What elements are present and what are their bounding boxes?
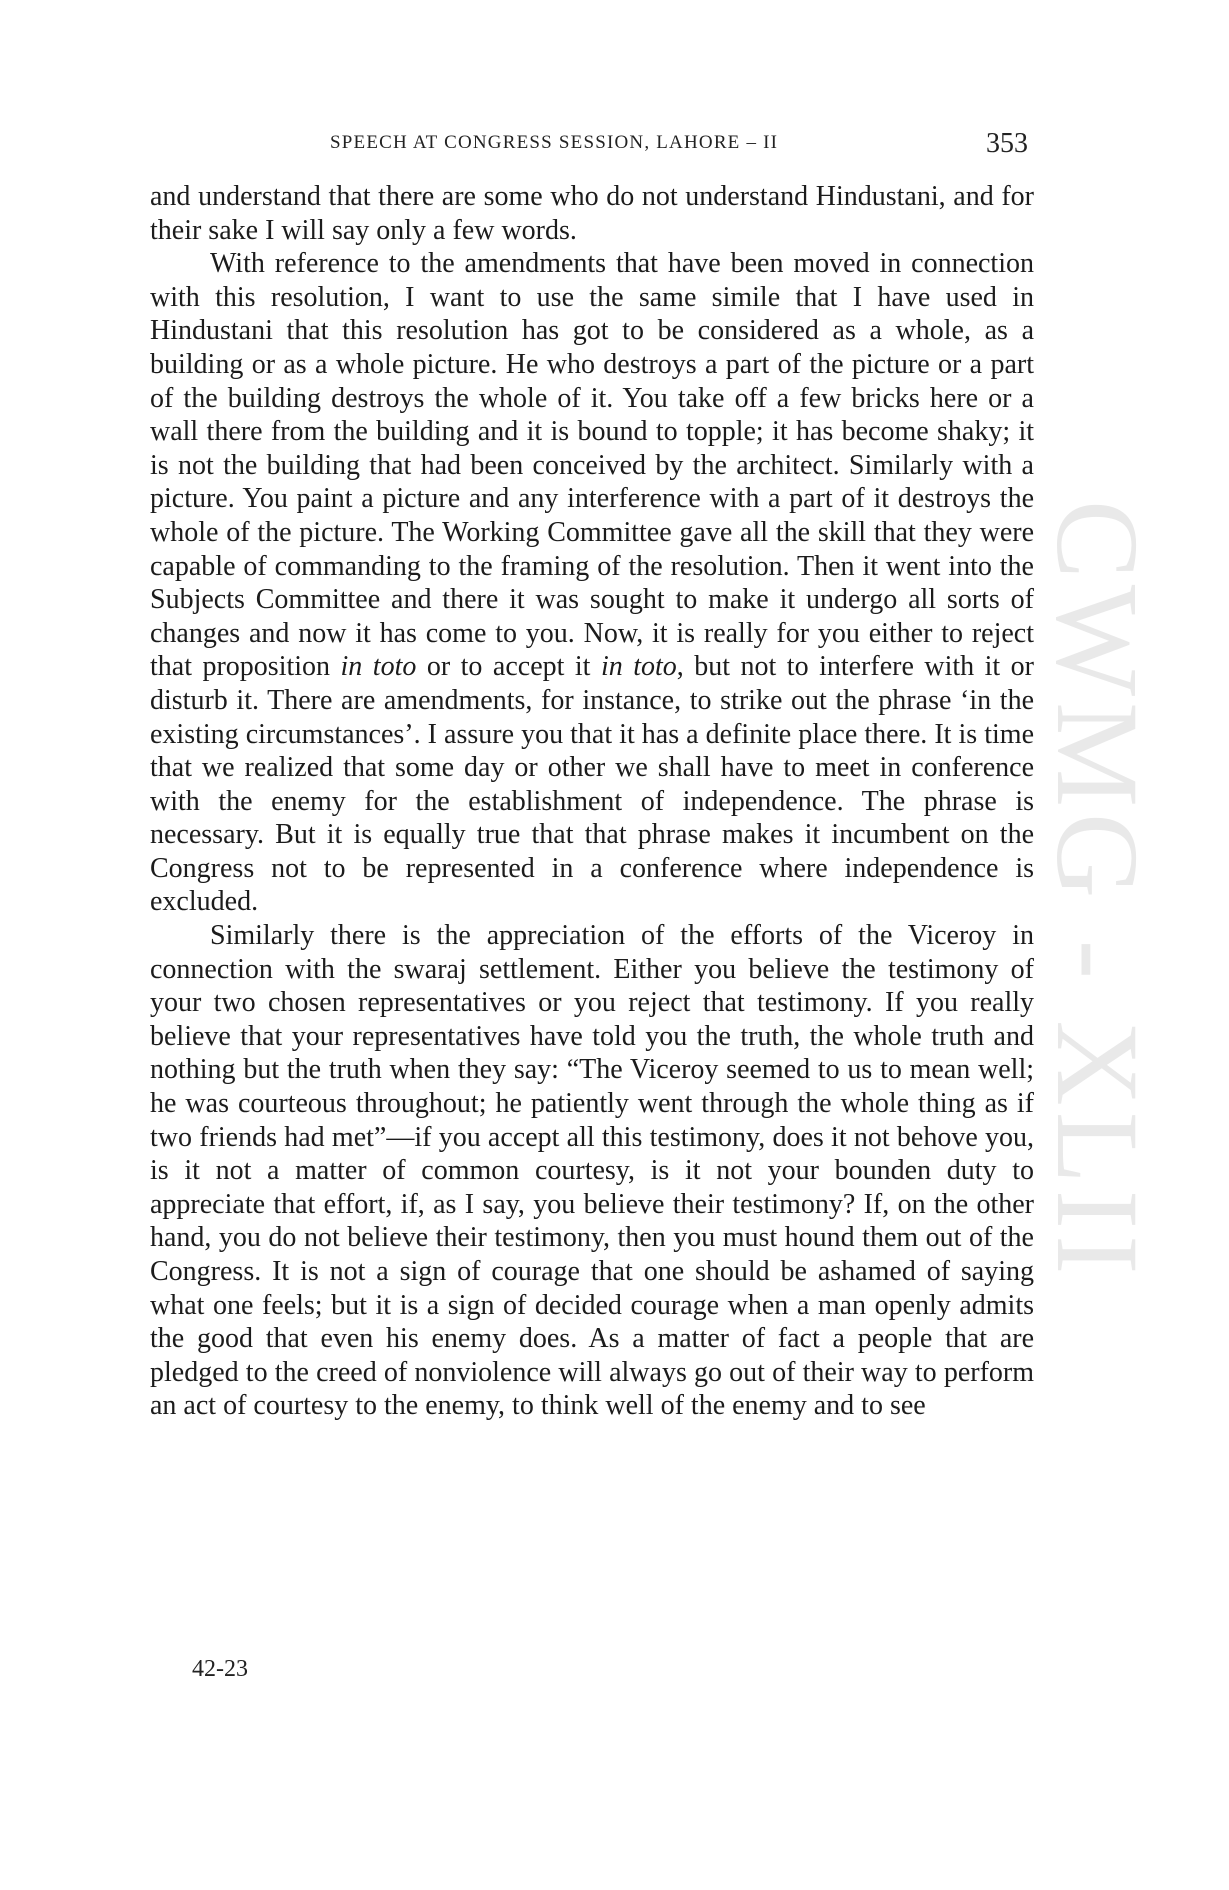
paragraph (150, 180, 1034, 247)
italic-phrase: in toto (600, 651, 677, 683)
running-head: SPEECH AT CONGRESS SESSION, LAHORE – II (330, 132, 779, 153)
text-run: With reference to the amendments that have been moved in connection with this resolution, I want to use the same simile that I have used in Hindustani that this resolution has got to be considered as a whole, as a building or as a whole picture. He who destroys a part of the picture or a part of the building destroys the whole of it. You take off a few bricks here or a wall there from the building and it is bound to topple; it has become shaky; it is not the building that had been conceived by the architect. Similarly with a picture. You paint a picture and any interference with a part of it destroys the whole of the picture. The Working Committee gave all the skill that they were capable of commanding to the framing of the resolution. Then it went into the Subjects Committee and there it was sought to make it undergo all sorts of changes and now it has come to you. Now, it is really for you either to reject that proposition (150, 248, 1034, 683)
text-run: , but not to interfere with it or disturb it. There are amendments, for instance, to strike out the phrase ‘in the existing circumstances’. I assure you that it has a definite place there. It is time that we realized that some day or other we shall have to meet in conference with the enemy for the establishment of independence. The phrase is necessary. But it is equally true that that phrase makes it incumbent on the Congress not to be represented in a conference where independence is excluded. (150, 651, 1034, 918)
text-run: and understand that there are some who do not understand Hindustani, and for their sake I will say only a few words. (150, 181, 1034, 246)
italic-phrase: in toto (340, 651, 417, 683)
paragraph (150, 247, 1034, 919)
body-text (150, 180, 1034, 1423)
printer-signature: 42-23 (192, 1656, 248, 1682)
watermark: CWMG - XLII (1032, 500, 1163, 1281)
text-run: or to accept it (416, 651, 601, 683)
text-run: Similarly there is the appreciation of the efforts of the Viceroy in connection with the swaraj settlement. Either you believe the testimony of your two chosen representatives or you reject that testimony. If you really believe that your representatives have told you the truth, the whole truth and nothing but the truth when they say: “The Viceroy seemed to us to mean well; he was courteous throughout; he patiently went through the whole thing as if two friends had met”—if you accept all this testimony, does it not behove you, is it not a matter of common courtesy, is it not your bounden duty to appreciate that effort, if, as I say, you believe their testimony? If, on the other hand, you do not believe their testimony, then you must hound them out of the Congress. It is not a sign of courage that one should be ashamed of saying what one feels; but it is a sign of decided courage when a man openly admits the good that even his enemy does. As a matter of fact a people that are pledged to the creed of nonviolence will always go out of their way to perform an act of courtesy to the enemy, to think well of the enemy and to see (150, 920, 1034, 1422)
page-number: 353 (986, 128, 1028, 159)
paragraph (150, 919, 1034, 1423)
